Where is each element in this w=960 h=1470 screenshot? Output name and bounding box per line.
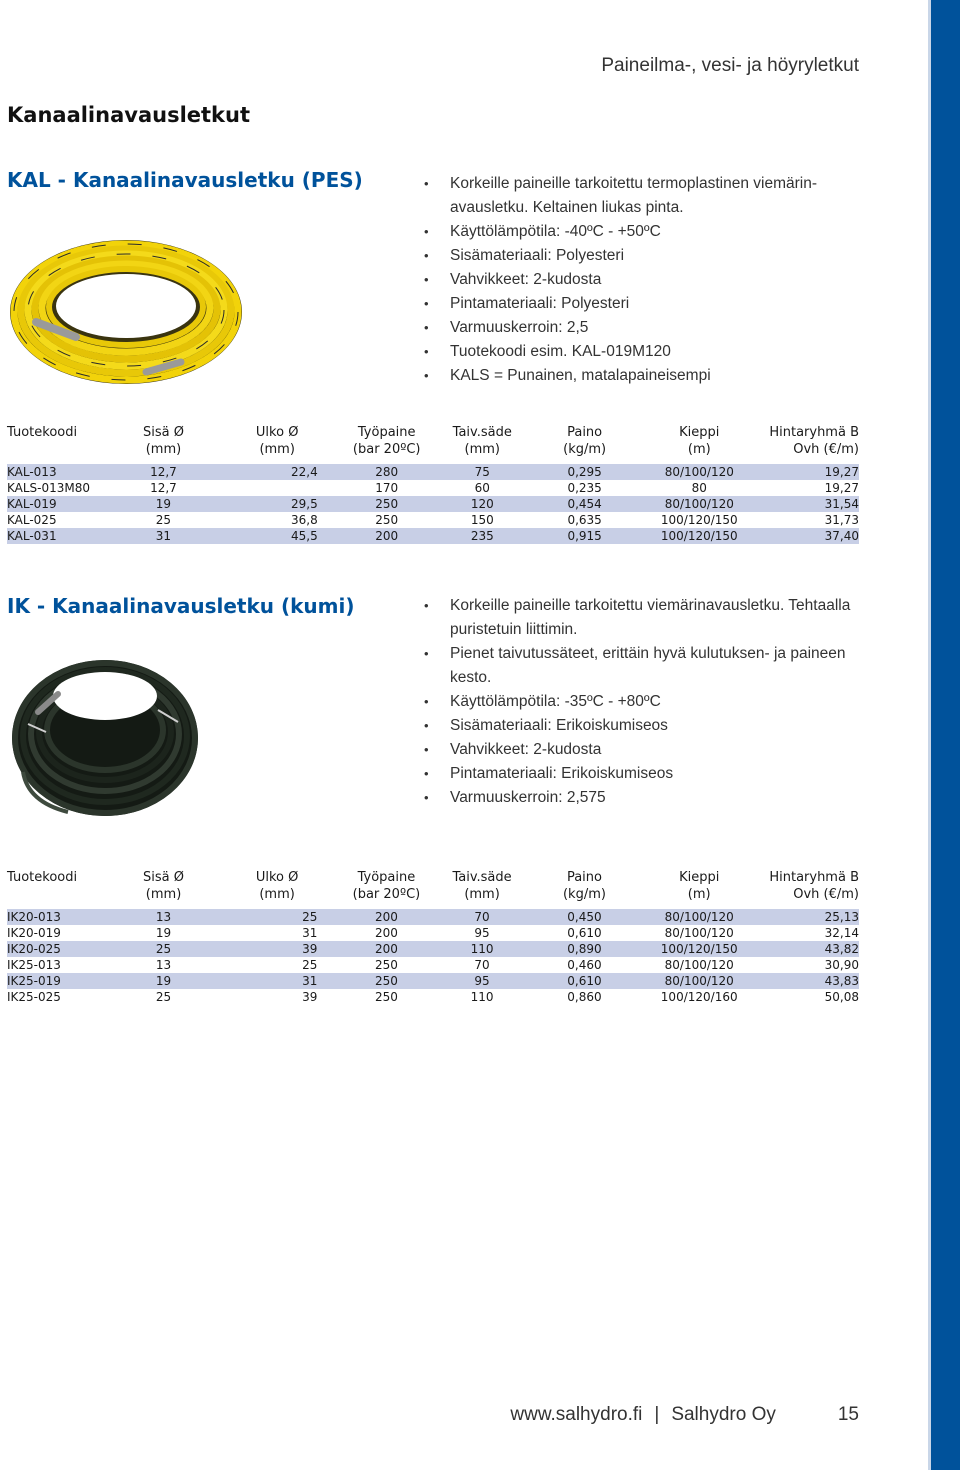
cell: 250 xyxy=(337,973,435,989)
footer-website-link[interactable]: www.salhydro.fi xyxy=(510,1404,643,1425)
sidebar-blue-bar xyxy=(931,0,960,1470)
cell: 25 xyxy=(155,513,172,527)
cell: 200 xyxy=(337,941,435,957)
table-row xyxy=(7,909,859,925)
col-header-price-group: Hintaryhmä B Ovh (€/m) xyxy=(769,425,859,457)
cell: IK20-025 xyxy=(7,941,110,957)
cell: 80/100/120 xyxy=(640,464,758,480)
cell: 22,4 xyxy=(217,464,338,480)
cell: 19,27 xyxy=(758,464,859,480)
cell: 200 xyxy=(337,909,435,925)
cell: KALS-013M80 xyxy=(7,481,91,495)
cell: 0,454 xyxy=(529,496,640,512)
list-item: • Korkeille paineille tarkoitettu termoplastinen viemärin-avausletku. Keltainen liukas pinta. xyxy=(424,172,864,220)
cell: 250 xyxy=(374,990,398,1004)
cell: 80/100/120 xyxy=(640,973,758,989)
cell: 31,73 xyxy=(824,513,859,527)
list-item: • Varmuuskerroin: 2,5 xyxy=(424,316,864,340)
kal-spec-table xyxy=(7,424,859,544)
cell: 0,295 xyxy=(529,464,640,480)
section-title-ik: IK - Kanaalinavausletku (kumi) xyxy=(7,594,355,618)
cell: KAL-013 xyxy=(7,464,110,480)
cell: 100/120/160 xyxy=(660,990,738,1004)
list-item: • Sisämateriaali: Polyesteri xyxy=(424,244,864,268)
list-item: • Tuotekoodi esim. KAL-019M120 xyxy=(424,340,864,364)
cell: 250 xyxy=(375,513,399,527)
cell: 170 xyxy=(375,481,399,495)
cell: 31,54 xyxy=(758,496,859,512)
cell: 200 xyxy=(374,926,398,940)
cell: 43,83 xyxy=(758,973,859,989)
cell: 13 xyxy=(155,958,172,972)
table-row xyxy=(7,973,859,989)
list-item: • Varmuuskerroin: 2,575 xyxy=(424,786,864,810)
table-row xyxy=(7,464,859,480)
cell: 70 xyxy=(435,909,528,925)
cell: 250 xyxy=(374,958,398,972)
page-number: 15 xyxy=(837,1404,859,1425)
list-item: • Pienet taivutussäteet, erittäin hyvä kulutuksen- ja paineen kesto. xyxy=(424,642,864,690)
cell: KAL-025 xyxy=(7,513,57,527)
cell: 150 xyxy=(470,513,494,527)
cell: 31 xyxy=(110,528,216,544)
table-row xyxy=(7,528,859,544)
list-item: • Pintamateriaali: Erikoiskumiseos xyxy=(424,762,864,786)
cell: 19,27 xyxy=(824,481,859,495)
cell: 100/120/150 xyxy=(640,941,758,957)
cell: 31 xyxy=(302,926,318,940)
ik-feature-list xyxy=(424,594,864,810)
cell: 235 xyxy=(436,528,529,544)
cell: IK25-019 xyxy=(7,973,110,989)
col-header-outer-diameter: Ulko Ø (mm) xyxy=(255,870,299,902)
cell: 19 xyxy=(155,926,172,940)
list-item: • Sisämateriaali: Erikoiskumiseos xyxy=(424,714,864,738)
cell: 80 xyxy=(691,481,707,495)
col-header-outer-diameter: Ulko Ø (mm) xyxy=(255,425,299,457)
cell: 25 xyxy=(155,990,172,1004)
cell: 19 xyxy=(110,496,216,512)
list-item: • Vahvikkeet: 2-kudosta xyxy=(424,738,864,762)
col-header-pressure: Työpaine (bar 20ºC) xyxy=(352,425,421,457)
cell: 110 xyxy=(435,941,528,957)
col-header-coil: Kieppi (m) xyxy=(679,870,720,902)
cell: 110 xyxy=(470,990,494,1004)
cell: 36,8 xyxy=(291,513,318,527)
cell: 50,08 xyxy=(824,990,859,1004)
col-header-weight: Paino (kg/m) xyxy=(562,870,606,902)
list-item: • Korkeille paineille tarkoitettu viemärinavausletku. Tehtaalla puristetuin liittimin. xyxy=(424,594,864,642)
cell: 45,5 xyxy=(217,528,338,544)
cell: 70 xyxy=(474,958,490,972)
cell: IK25-013 xyxy=(7,958,61,972)
cell: KAL-031 xyxy=(7,528,110,544)
cell: 29,5 xyxy=(217,496,338,512)
cell: 0,610 xyxy=(529,973,641,989)
col-header-bend-radius: Taiv.säde (mm) xyxy=(452,870,512,902)
cell: 19 xyxy=(110,973,216,989)
page-title: Kanaalinavausletkut xyxy=(7,103,250,127)
cell: 80/100/120 xyxy=(664,926,734,940)
cell: 120 xyxy=(436,496,529,512)
cell: 32,14 xyxy=(824,926,859,940)
cell: 25 xyxy=(302,958,318,972)
cell: 0,235 xyxy=(567,481,602,495)
col-header-pressure: Työpaine (bar 20ºC) xyxy=(352,870,421,902)
header-category: Paineilma-, vesi- ja höyryletkut xyxy=(601,55,859,76)
cell: KAL-019 xyxy=(7,496,110,512)
table-row xyxy=(7,989,859,1005)
list-item: • Käyttölämpötila: -40ºC - +50ºC xyxy=(424,220,864,244)
ik-spec-table xyxy=(7,869,859,1005)
cell: IK20-019 xyxy=(7,926,61,940)
cell: 200 xyxy=(338,528,436,544)
cell: 95 xyxy=(435,973,528,989)
cell: 80/100/120 xyxy=(640,496,758,512)
cell: 43,82 xyxy=(758,941,859,957)
cell: 75 xyxy=(436,464,529,480)
cell: 12,7 xyxy=(150,481,177,495)
cell: 12,7 xyxy=(110,464,216,480)
cell: 25 xyxy=(110,941,216,957)
col-header-price-group: Hintaryhmä B Ovh (€/m) xyxy=(769,870,859,902)
cell: 25,13 xyxy=(758,909,859,925)
kal-feature-list xyxy=(424,172,864,388)
cell: 80/100/120 xyxy=(664,958,734,972)
col-header-code: Tuotekoodi xyxy=(7,425,78,440)
cell: IK25-025 xyxy=(7,990,61,1004)
cell: 0,610 xyxy=(567,926,602,940)
cell: 0,460 xyxy=(567,958,602,972)
cell: 0,890 xyxy=(529,941,641,957)
cell: 0,635 xyxy=(567,513,602,527)
footer-separator: | xyxy=(654,1404,660,1425)
table-row xyxy=(7,941,859,957)
list-item: • Pintamateriaali: Polyesteri xyxy=(424,292,864,316)
cell: 39 xyxy=(302,990,318,1004)
yellow-hose-coil-photo xyxy=(6,222,246,392)
table-row xyxy=(7,957,859,973)
col-header-bend-radius: Taiv.säde (mm) xyxy=(452,425,512,457)
list-item: • Vahvikkeet: 2-kudosta xyxy=(424,268,864,292)
cell: IK20-013 xyxy=(7,909,110,925)
cell: 280 xyxy=(338,464,436,480)
list-item: • KALS = Punainen, matalapaineisempi xyxy=(424,364,864,388)
cell: 95 xyxy=(474,926,490,940)
black-hose-coil-photo xyxy=(8,652,202,820)
cell: 100/120/150 xyxy=(660,513,738,527)
table-row xyxy=(7,512,859,528)
col-header-code: Tuotekoodi xyxy=(7,870,78,885)
footer xyxy=(510,1404,859,1426)
cell: 60 xyxy=(474,481,490,495)
cell: 100/120/150 xyxy=(640,528,758,544)
cell: 13 xyxy=(110,909,216,925)
cell: 250 xyxy=(338,496,436,512)
cell: 37,40 xyxy=(758,528,859,544)
table-row xyxy=(7,496,859,512)
cell xyxy=(217,480,338,496)
col-header-inner-diameter: Sisä Ø (mm) xyxy=(143,870,185,902)
col-header-weight: Paino (kg/m) xyxy=(563,425,607,457)
cell: 0,450 xyxy=(529,909,641,925)
cell: 39 xyxy=(217,941,338,957)
cell: 30,90 xyxy=(824,958,859,972)
cell: 0,915 xyxy=(529,528,640,544)
cell: 25 xyxy=(217,909,338,925)
cell: 31 xyxy=(217,973,338,989)
footer-company: Salhydro Oy xyxy=(671,1404,776,1425)
col-header-inner-diameter: Sisä Ø (mm) xyxy=(142,425,184,457)
cell: 80/100/120 xyxy=(640,909,758,925)
section-title-kal: KAL - Kanaalinavausletku (PES) xyxy=(7,168,363,192)
cell: 0,860 xyxy=(567,990,602,1004)
list-item: • Käyttölämpötila: -35ºC - +80ºC xyxy=(424,690,864,714)
table-row xyxy=(7,925,859,941)
table-row xyxy=(7,480,859,496)
col-header-coil: Kieppi (m) xyxy=(679,425,720,457)
